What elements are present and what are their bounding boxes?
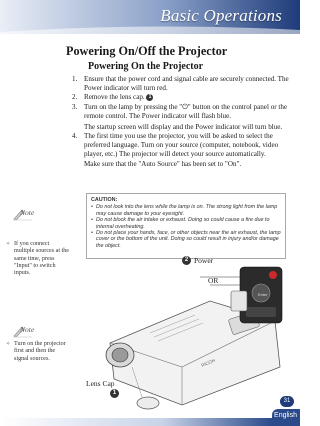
page-header-title: Basic Operations: [160, 6, 282, 25]
or-label: OR: [208, 276, 219, 285]
step-4: [72, 132, 290, 169]
note-icon: [12, 322, 52, 340]
section-title: Powering On/Off the Projector: [66, 44, 228, 58]
step-text: The first time you use the projector, you will be asked to select the preferred language. Turn on your source (computer, notebook, video player, etc.) The projector will detect your source automatically.: [84, 132, 279, 158]
step-3: [72, 103, 290, 131]
steps-list: [72, 75, 290, 170]
note-icon: [12, 205, 52, 223]
step-number: 2.: [72, 93, 78, 102]
lens-cap-label: Lens Cap: [86, 379, 115, 388]
step-text: Turn on the lamp by pressing the "⏻" button on the control panel or the remote control. The Power indicator will flash blue.: [84, 103, 288, 120]
projector-brand: RICOH: [200, 357, 216, 368]
subsection-title: Powering On the Projector: [88, 61, 204, 72]
step-text: Remove the lens cap.: [84, 93, 145, 102]
note-text: ✧ If you connect multiple sources at the same time, press "Input" to switch inputs.: [14, 241, 70, 277]
header-band: [0, 0, 300, 34]
footer-band: [0, 418, 272, 426]
projector-illustration: [86, 255, 295, 415]
step-1: [72, 75, 290, 92]
caution-bullet: • Do not place your hands, face, or other objects near the air exhaust, the lamp cover or the bottom of the unit. Doing so could result in injury and/or damage the object.: [91, 230, 281, 249]
caution-heading: CAUTION:: [91, 197, 118, 203]
note-text: ✧ Turn on the projector first and then the signal sources.: [14, 341, 70, 363]
caution-bullet: • Do not look into the lens while the lamp is on. The strong light from the lamp may cause damage to your eyesight.: [91, 204, 281, 217]
step-2: [72, 93, 290, 102]
step-number: 3.: [72, 103, 78, 112]
caution-bullet: • Do not block the air intake or exhaust. Doing so could cause a fire due to internal overheating.: [91, 217, 281, 230]
callout-badge: 1: [146, 94, 153, 101]
step-number: 4.: [72, 132, 78, 141]
language-label: English: [274, 412, 297, 419]
enter-key-label: Enter: [258, 292, 268, 297]
step-extra: The startup screen will display and the Power indicator will turn blue.: [84, 122, 283, 131]
note-label: Note: [20, 208, 35, 217]
step-extra: Make sure that the "Auto Source" has been set to "On".: [84, 160, 242, 169]
page-number: 31: [280, 396, 294, 407]
note-label: Note: [20, 325, 35, 334]
step-text: Ensure that the power cord and signal cable are securely connected. The Power indicator will turn red.: [84, 75, 289, 92]
caution-box: [86, 193, 286, 259]
step-number: 1.: [72, 75, 78, 83]
lens-cap-callout-number: 1: [110, 389, 119, 398]
power-callout-label: Power: [194, 256, 214, 265]
power-callout-number: 2: [182, 256, 191, 265]
projector-drawing: [90, 255, 295, 415]
